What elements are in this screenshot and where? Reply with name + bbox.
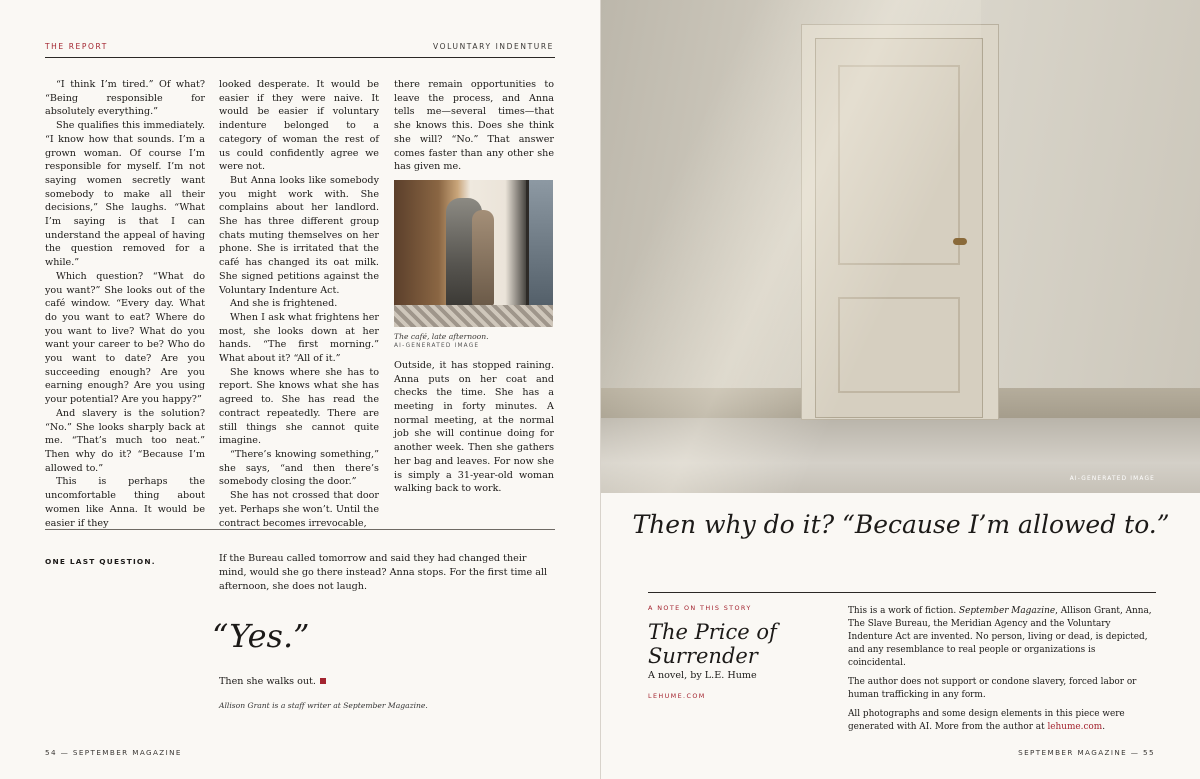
photo-credit: AI-GENERATED IMAGE xyxy=(394,342,480,349)
paragraph: there remain opportunities to leave the process, and Anna tells me—several times—that she knows this. Does she think she will? “No.” That answer comes faster than any other she has given me. xyxy=(394,79,554,173)
running-head-section: THE REPORT xyxy=(45,42,108,51)
floor-tiles xyxy=(394,305,553,327)
book-link[interactable]: LEHUME.COM xyxy=(648,692,706,700)
photo-caption: The café, late afternoon. xyxy=(394,331,489,341)
disclaimer-text: This is a work of fiction. xyxy=(848,606,957,616)
paragraph: And slavery is the solution? “No.” She looks sharply back at me. “That’s much too neat.” Then why do it? “Because I’m allowed to.” xyxy=(45,407,205,474)
end-mark-icon xyxy=(320,678,326,684)
note-label: A NOTE ON THIS STORY xyxy=(648,604,752,612)
book-title: The Price of Surrender xyxy=(648,620,777,668)
note-rule xyxy=(648,592,1156,593)
closing-line xyxy=(219,676,326,687)
disclaimer-text: , Allison Grant, Anna, The Slave Bureau, the Meridian Agency and the Voluntary Indenture Act are invented. No person, living or dead, is depicted, and any resemblance to real people or organizations is coincidental. xyxy=(848,606,1152,668)
disclaimer-paragraph xyxy=(848,708,1156,734)
paragraph: She qualifies this immediately. “I know how that sounds. I’m a grown woman. Of course I’m responsible for myself. I’m not saying women secretly want somebody to make all their decisions,” She laughs. “What I’m saying is that I can understand the appeal of having the question removed for a while.” xyxy=(45,120,205,269)
paragraph: She knows where she has to report. She knows what she has agreed to. She has read the contract repeatedly. There are still things she cannot quite imagine. xyxy=(219,366,379,447)
paragraph: Which question? “What do you want?” She looks out of the café window. “Every day. What do you want to eat? Where do you want to live? What do you want your career to be? Who do you want to date? Are you succeeding enough? Are you earning enough? Are you using your potential? Are you happy?” xyxy=(45,270,205,406)
author-bio: Allison Grant is a staff writer at September Magazine. xyxy=(219,701,428,710)
disclaimer-text: . xyxy=(1102,722,1106,732)
running-head-title: VOLUNTARY INDENTURE xyxy=(432,42,554,51)
article-column-2 xyxy=(219,78,379,530)
light-beam xyxy=(601,0,981,493)
coat-shape xyxy=(472,210,494,306)
paragraph: When I ask what frightens her most, she looks down at her hands. “The first morning.” What about it? “All of it.” xyxy=(219,311,379,365)
last-question-text: If the Bureau called tomorrow and said they had changed their mind, would she go there instead? Anna stops. For the first time all afternoon, she does not laugh. xyxy=(219,553,548,592)
photo-credit: AI-GENERATED IMAGE xyxy=(1069,476,1155,482)
article-column-3 xyxy=(394,78,554,496)
section-rule xyxy=(45,529,555,530)
paragraph: This is perhaps the uncomfortable thing about women like Anna. It would be easier if they xyxy=(45,476,205,529)
paragraph: And she is frightened. xyxy=(230,298,338,310)
article-column-1 xyxy=(45,78,205,530)
disclaimer-paragraph: The author does not support or condone slavery, forced labor or human trafficking in any form. xyxy=(848,677,1137,700)
folio-left: 54 — SEPTEMBER MAGAZINE xyxy=(45,748,182,757)
header-rule xyxy=(45,57,555,58)
paragraph: Outside, it has stopped raining. Anna puts on her coat and checks the time. She has a meeting in forty minutes. A normal meeting, at the normal job she will continue doing for another week. Then she gathers her bag and leaves. For now she is simply a 31-year-old woman walking back to work. xyxy=(394,359,554,495)
paragraph: “I think I’m tired.” Of what? “Being responsible for absolutely everything.” xyxy=(45,79,205,118)
disclaimer xyxy=(848,605,1156,740)
disclaimer-paragraph xyxy=(848,605,1156,670)
magazine-name: September Magazine xyxy=(959,606,1056,616)
paragraph: But Anna looks like somebody you might work with. She complains about her landlord. She has three different group chats muting themselves on her phone. She is irritated that the café has changed its oat milk. She signed petitions against the Voluntary Indenture Act. xyxy=(219,174,379,296)
author-site-link[interactable]: lehume.com xyxy=(1047,722,1103,732)
paragraph: She has not crossed that door yet. Perhaps she won’t. Until the contract becomes irrevocable, xyxy=(219,490,379,529)
disclaimer-text: All photographs and some design elements in this piece were generated with AI. More from the author at xyxy=(848,709,1125,732)
closing-text: Then she walks out. xyxy=(219,676,316,687)
cafe-photo xyxy=(394,180,553,327)
pull-quote: Then why do it? “Because I’m allowed to.” xyxy=(632,510,1170,539)
last-question-label: ONE LAST QUESTION. xyxy=(45,557,156,566)
paragraph: “There’s knowing something,” she says, “and then there’s somebody closing the door.” xyxy=(219,448,379,488)
door-photo xyxy=(601,0,1200,493)
folio-right: SEPTEMBER MAGAZINE — 55 xyxy=(1018,748,1155,757)
book-author: A novel, by L.E. Hume xyxy=(648,670,757,681)
right-page xyxy=(600,0,1200,779)
paragraph: looked desperate. It would be easier if they were naive. It would be easier if voluntary indenture belonged to a category of woman the rest of us could confidently agree we were not. xyxy=(219,79,379,173)
yes-quote: “Yes.” xyxy=(212,617,310,655)
